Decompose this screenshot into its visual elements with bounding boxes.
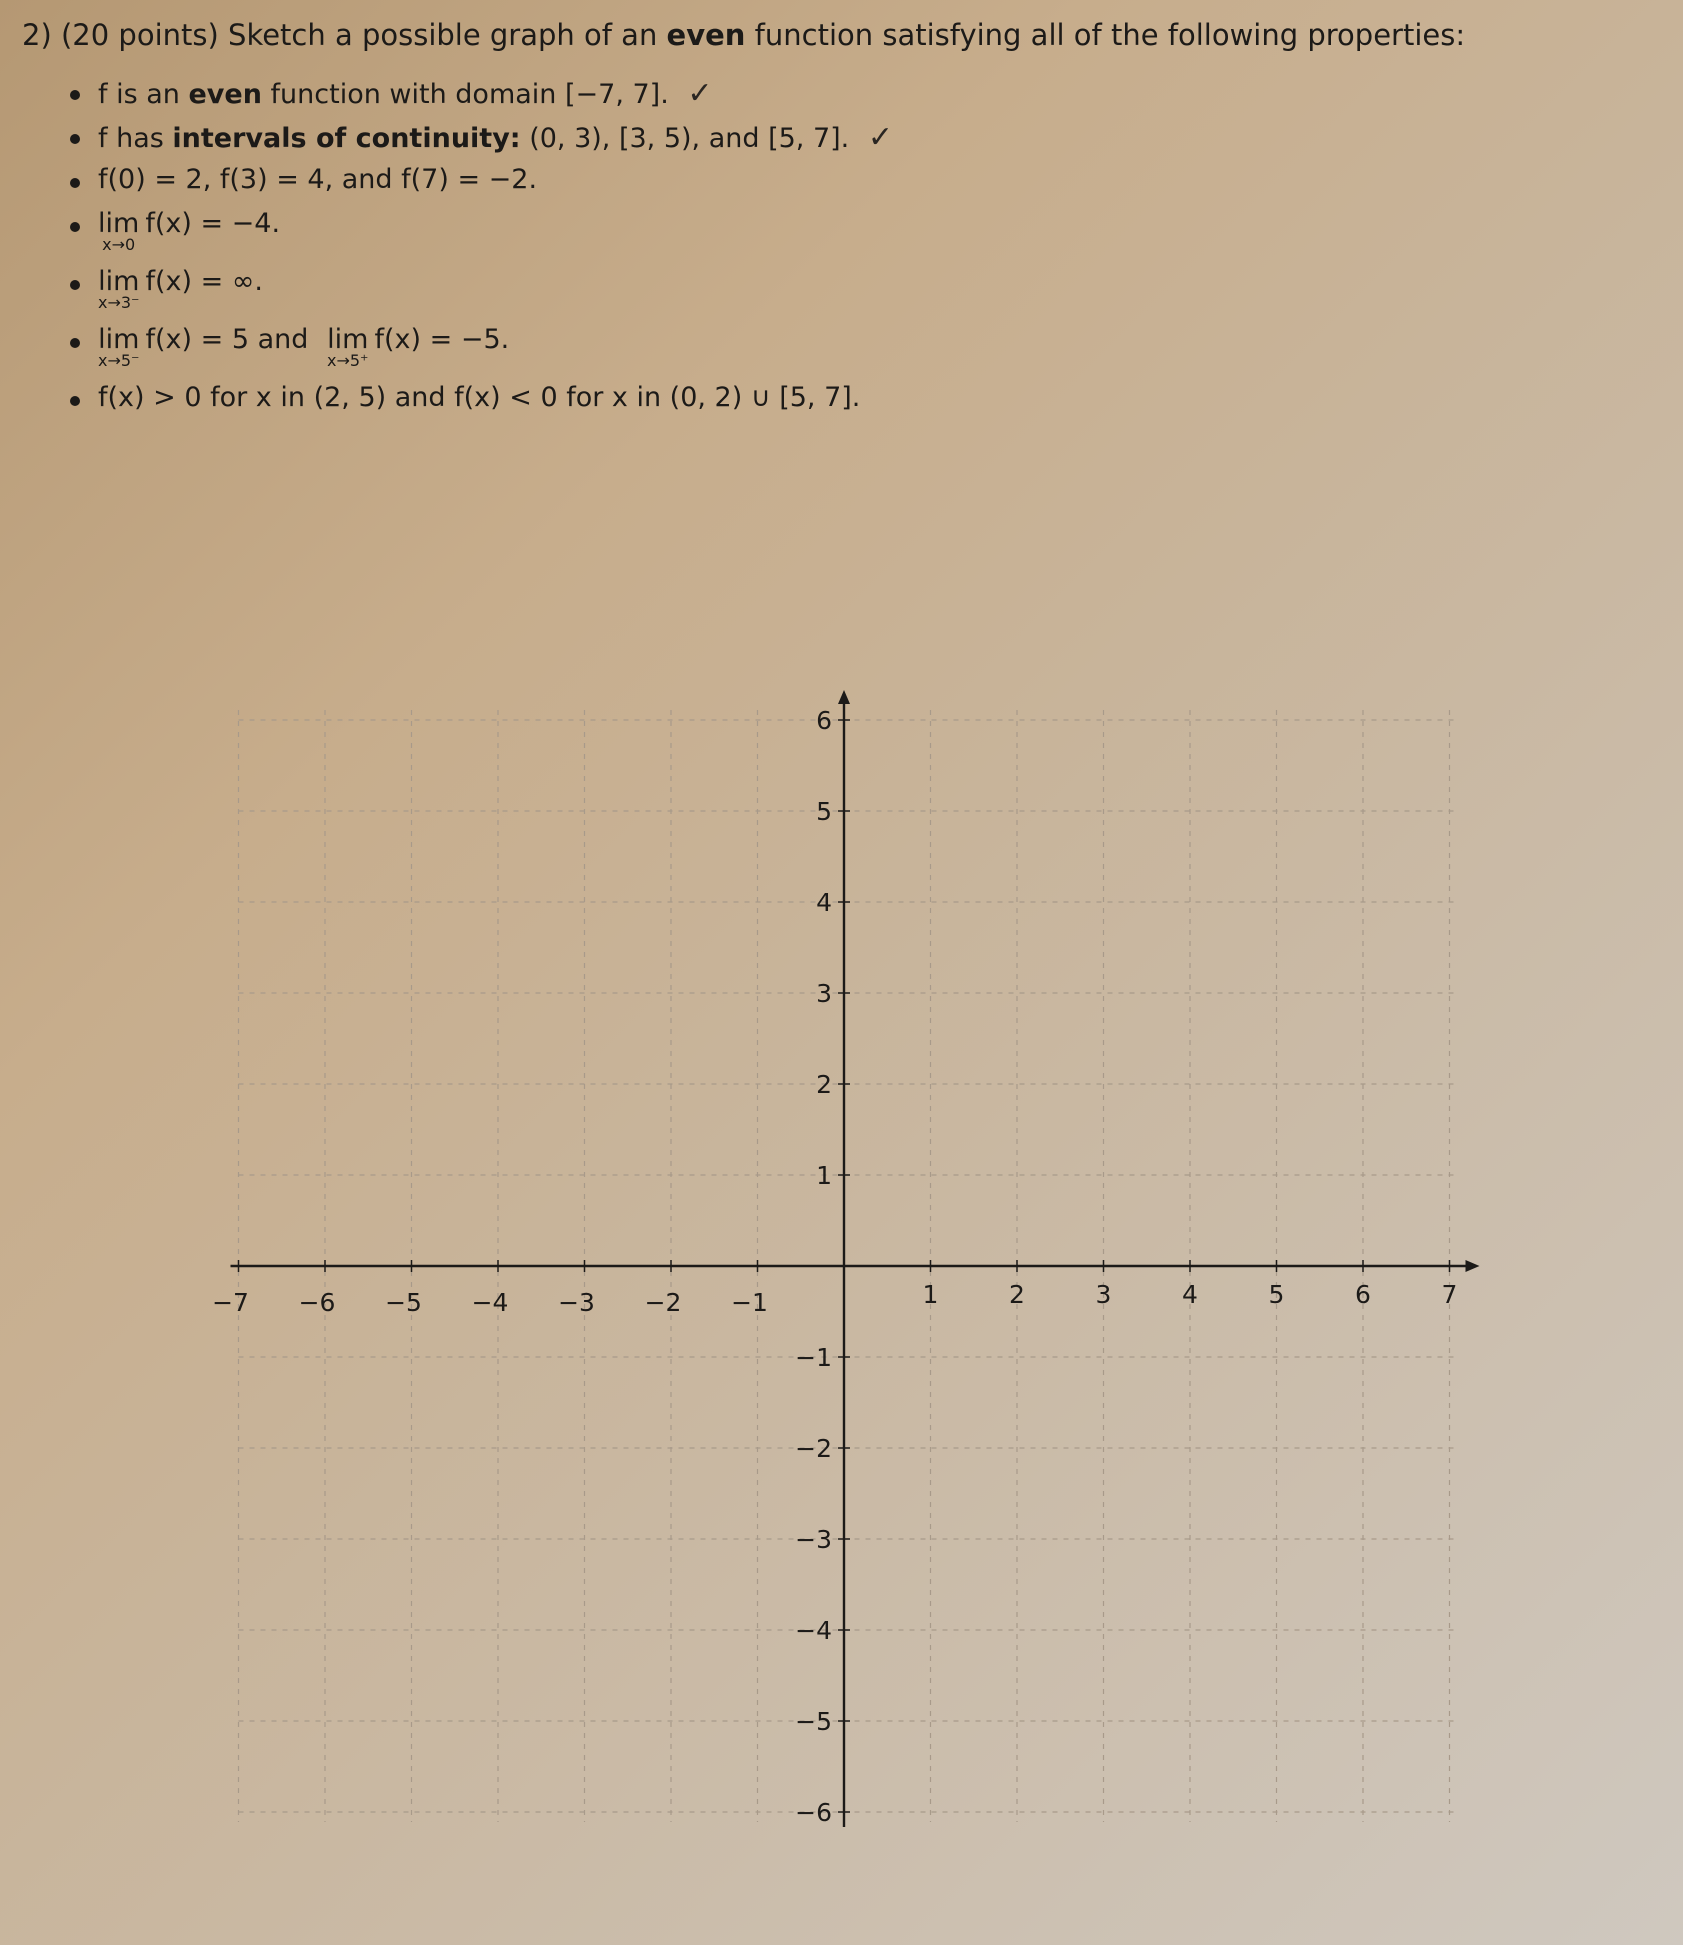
y-tick-label: 2 <box>816 1070 832 1099</box>
y-tick-label: −4 <box>795 1616 832 1645</box>
problem-prompt-end: function satisfying all of the following properties: <box>754 18 1466 52</box>
property-text: f(x) = −5. <box>374 324 510 355</box>
property-text: function with domain [−7, 7]. <box>270 79 669 110</box>
y-tick-label: 6 <box>816 706 832 735</box>
x-tick-label: 4 <box>1182 1280 1198 1309</box>
y-tick-label: 4 <box>816 888 832 917</box>
handwritten-check-mark: ✓ <box>867 120 893 155</box>
limit-word: lim <box>327 324 369 355</box>
x-tick-label: 7 <box>1441 1280 1458 1309</box>
x-tick-label: 6 <box>1355 1280 1371 1309</box>
x-tick-label: −4 <box>471 1288 509 1317</box>
limit-subscript: x→5⁻ <box>98 351 140 370</box>
x-tick-label: 5 <box>1268 1280 1285 1309</box>
y-tick-label: −1 <box>795 1343 832 1372</box>
limit-word: lim <box>98 266 140 297</box>
y-tick-label: −2 <box>795 1434 832 1463</box>
property-bold: intervals of continuity: <box>172 123 521 154</box>
limit-word: lim <box>98 324 140 355</box>
property-text: f(x) > 0 for x in (2, 5) and f(x) < 0 for x in (0, 2) ∪ [5, 7]. <box>98 382 861 413</box>
limit-subscript: x→5⁺ <box>327 351 369 370</box>
property-text: f is an <box>98 79 180 110</box>
problem-prompt-even: even <box>666 18 746 52</box>
y-tick-label: 1 <box>816 1161 832 1190</box>
x-tick-label: 2 <box>1009 1280 1025 1309</box>
x-tick-label: −1 <box>731 1288 768 1317</box>
y-tick-label: −5 <box>795 1707 832 1736</box>
x-tick-label: −2 <box>644 1288 682 1317</box>
property-text: f has <box>98 123 164 154</box>
x-tick-label: −3 <box>558 1288 595 1317</box>
limit-word: lim <box>98 208 140 239</box>
problem-points: (20 points) <box>60 18 219 52</box>
y-tick-label: 5 <box>816 797 832 826</box>
x-tick-label: −5 <box>385 1288 422 1317</box>
limit-subscript: x→3⁻ <box>98 293 140 312</box>
x-tick-label: 3 <box>1095 1280 1112 1309</box>
property-bold: even <box>188 79 262 110</box>
axes <box>231 690 1480 1827</box>
x-tick-label: −7 <box>212 1288 249 1317</box>
problem-number: 2) <box>22 18 52 52</box>
x-axis-arrow <box>1466 1260 1480 1272</box>
y-axis-arrow <box>838 690 850 704</box>
handwritten-check-mark: ✓ <box>687 76 713 111</box>
x-tick-label: 1 <box>922 1280 939 1309</box>
property-text: f(x) = −4. <box>145 208 281 239</box>
y-tick-label: −3 <box>795 1525 832 1554</box>
limit-subscript: x→0 <box>102 235 136 254</box>
problem-prompt-start: Sketch a possible graph of an <box>228 18 658 52</box>
y-tick-label: 3 <box>816 979 832 1008</box>
property-text: f(x) = 5 and <box>145 324 309 355</box>
x-tick-label: −6 <box>298 1288 336 1317</box>
property-text: f(x) = ∞. <box>145 266 263 297</box>
property-text: f(0) = 2, f(3) = 4, and f(7) = −2. <box>98 164 538 195</box>
y-tick-label: −6 <box>795 1798 832 1827</box>
x-tick-labels <box>212 1280 1457 1317</box>
property-text: (0, 3), [3, 5), and [5, 7]. <box>529 123 850 154</box>
